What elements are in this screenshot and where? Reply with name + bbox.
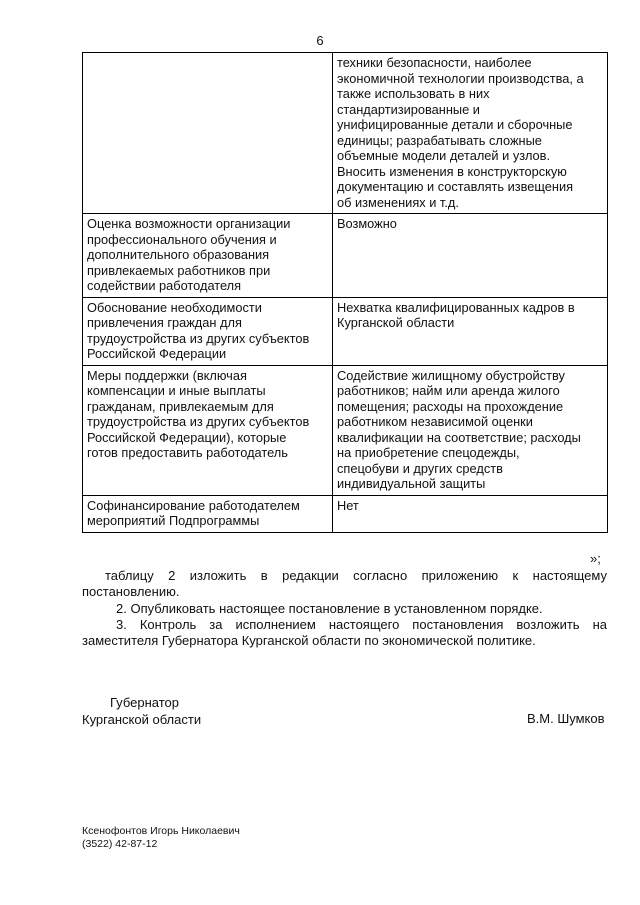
value-cell — [333, 53, 608, 214]
cell-line: Российской Федерации), которые — [87, 429, 287, 445]
value-cell — [333, 214, 608, 298]
cell-line: техники безопасности, наиболее — [337, 55, 532, 70]
paragraph-line: 2. Опубликовать настоящее постановление в установленном порядке. — [116, 601, 543, 616]
cell-line: Курганской области — [337, 315, 455, 330]
closing-quote: »; — [590, 551, 601, 566]
criterion-cell — [83, 495, 333, 532]
cell-line: спецобуви и других средств — [337, 460, 503, 476]
cell-line: помещения; расходы на прохождение — [337, 398, 564, 414]
table-row — [83, 365, 608, 495]
cell-line: дополнительного образования — [87, 247, 270, 262]
cell-line: унифицированные детали и сборочные — [337, 117, 573, 132]
cell-line: Нет — [337, 497, 359, 513]
value-cell — [333, 365, 608, 495]
criterion-cell — [83, 53, 333, 214]
cell-line: работником независимой оценки — [337, 414, 533, 429]
signatory-title-line1: Губернатор — [110, 695, 179, 710]
cell-line: готов предоставить работодатель — [87, 445, 288, 460]
page-number: 6 — [316, 33, 324, 48]
value-cell — [333, 297, 608, 365]
executor-name: Ксенофонтов Игорь Николаевич — [82, 825, 240, 837]
parameters-table — [82, 52, 608, 533]
table-row — [83, 214, 608, 298]
signatory-name: В.М. Шумков — [527, 711, 605, 726]
cell-line: Возможно — [337, 216, 397, 231]
table-row — [83, 495, 608, 532]
cell-line: Нехватка квалифицированных кадров в — [337, 299, 575, 315]
value-cell — [333, 495, 608, 532]
paragraph-line: постановлению. — [82, 584, 180, 599]
paragraph-line: таблицу 2 изложить в редакции согласно приложению к настоящему — [105, 568, 607, 583]
signatory-title — [82, 694, 201, 728]
cell-line: Обоснование необходимости — [87, 299, 262, 315]
cell-line: экономичной технологии производства, а — [337, 70, 584, 86]
cell-line: трудоустройства из других субъектов — [87, 330, 310, 346]
footer-contact — [82, 825, 240, 851]
cell-line: содействии работодателя — [87, 278, 242, 293]
paragraph-line: заместителя Губернатора Курганской области по экономической политике. — [82, 633, 536, 648]
cell-line: профессионального обучения и — [87, 231, 277, 247]
cell-line: стандартизированные и — [337, 101, 480, 117]
cell-line: Оценка возможности организации — [87, 216, 291, 231]
criterion-cell — [83, 365, 333, 495]
cell-line: на приобретение спецодежды, — [337, 445, 520, 460]
cell-line: компенсации и иные выплаты — [87, 383, 266, 398]
cell-line: привлечения граждан для — [87, 315, 242, 330]
criterion-cell — [83, 297, 333, 365]
cell-line: работников; найм или аренда жилого — [337, 383, 560, 398]
cell-line: гражданам, привлекаемым для — [87, 398, 274, 414]
table-row — [83, 53, 608, 214]
cell-line: также использовать в них — [337, 86, 490, 101]
paragraph-line: 3. Контроль за исполнением настоящего постановления возложить на — [116, 617, 607, 632]
cell-line: Меры поддержки (включая — [87, 367, 247, 383]
executor-phone: (3522) 42-87-12 — [82, 838, 158, 850]
cell-line: трудоустройства из других субъектов — [87, 414, 310, 429]
table-row — [83, 297, 608, 365]
signatory-title-line2: Курганской области — [82, 712, 202, 727]
cell-line: индивидуальной защиты — [337, 476, 486, 491]
cell-line: Вносить изменения в конструкторскую — [337, 163, 567, 179]
cell-line: квалификации на соответствие; расходы — [337, 429, 581, 445]
cell-line: документацию и составлять извещения — [337, 179, 574, 194]
cell-line: объемные модели деталей и узлов. — [337, 148, 551, 163]
cell-line: Софинансирование работодателем — [87, 497, 300, 513]
cell-line: Содействие жилищному обустройству — [337, 367, 565, 383]
cell-line: мероприятий Подпрограммы — [87, 513, 260, 528]
cell-line: Российской Федерации — [87, 346, 227, 361]
cell-line: единицы; разрабатывать сложные — [337, 132, 542, 148]
criterion-cell — [83, 214, 333, 298]
cell-line: привлекаемых работников при — [87, 262, 271, 278]
cell-line: об изменениях и т.д. — [337, 194, 459, 210]
